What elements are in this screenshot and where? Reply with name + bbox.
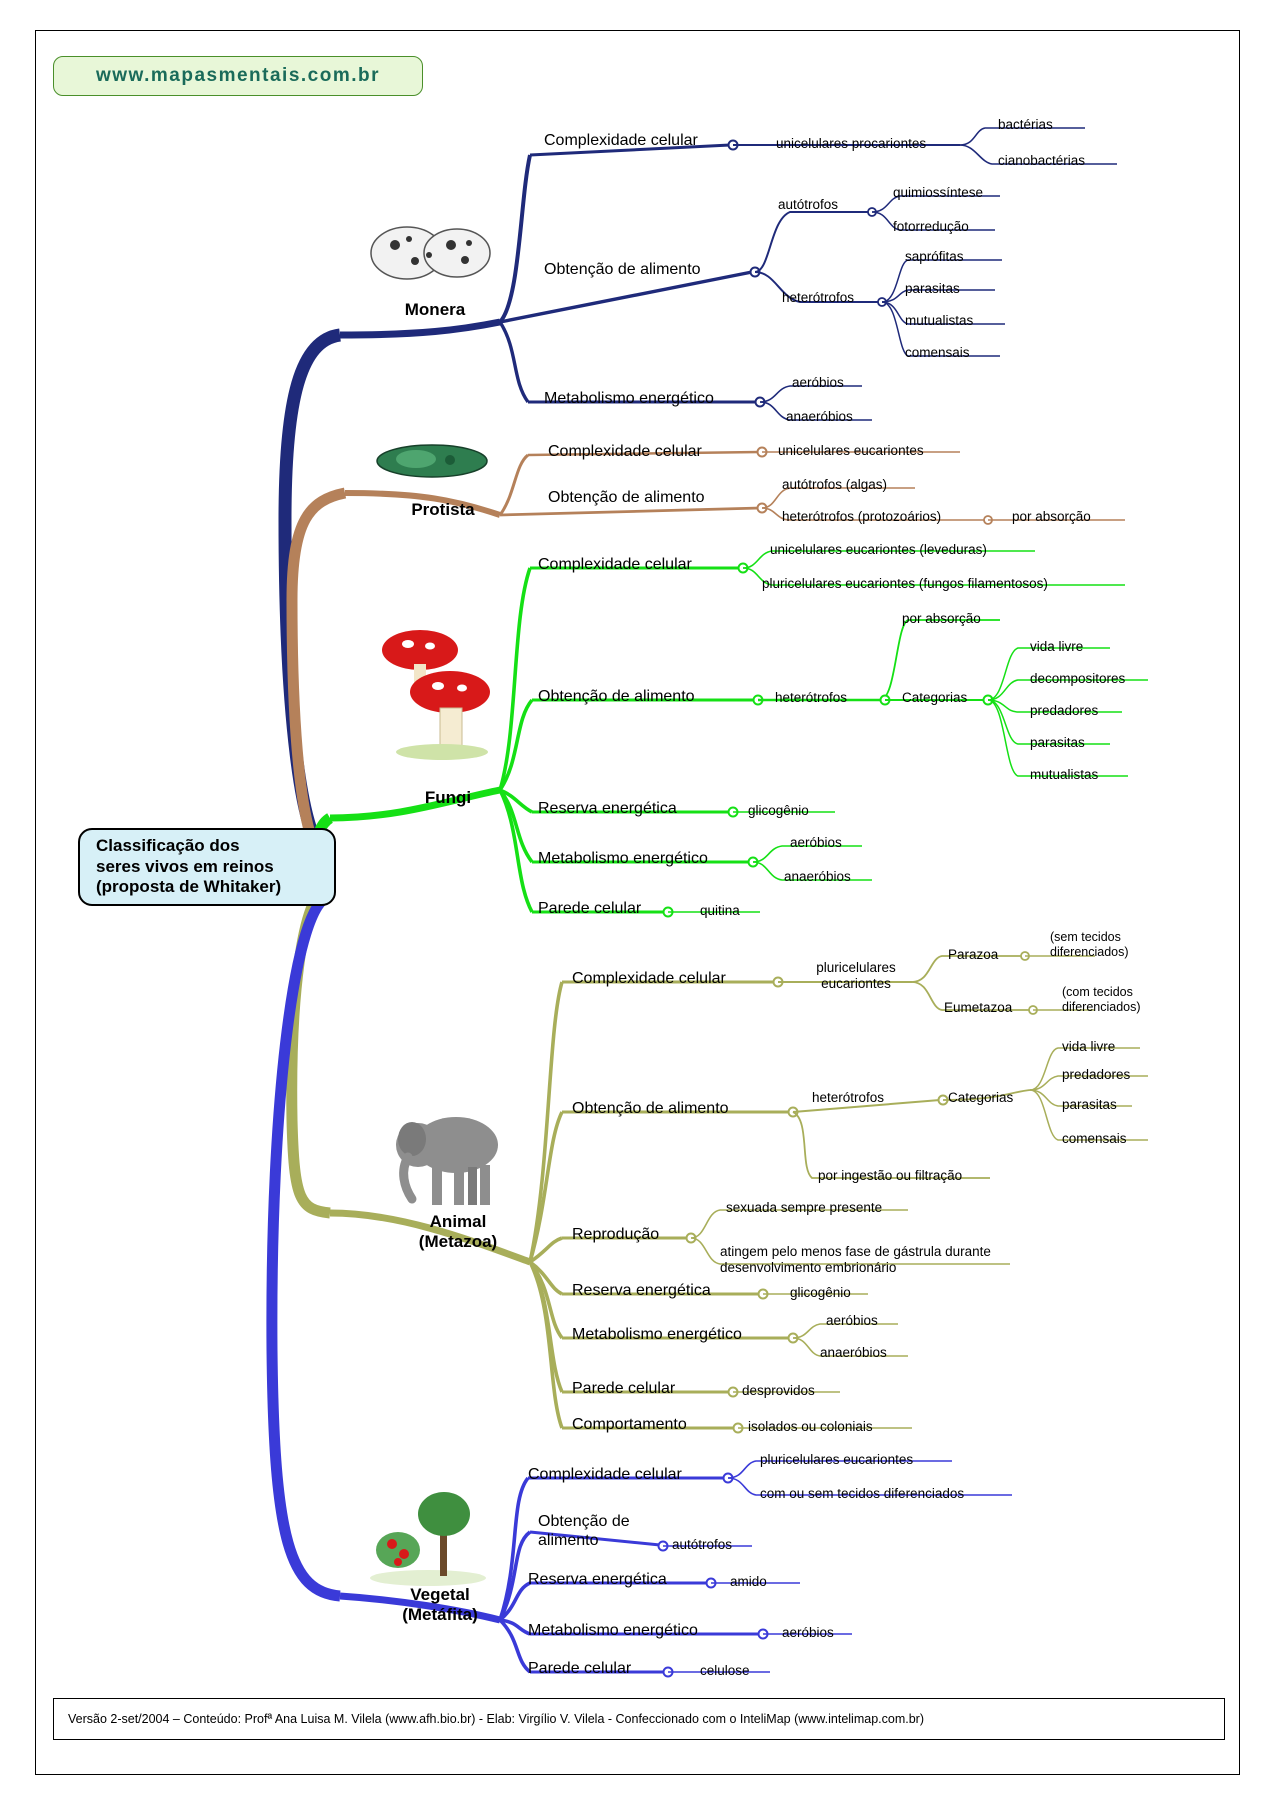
monera-saprofitas: saprófitas xyxy=(905,249,964,264)
animal-anaerobios: anaeróbios xyxy=(820,1345,887,1360)
animal-branch-complexidade: Complexidade celular xyxy=(572,970,726,987)
monera-branch-complexidade: Complexidade celular xyxy=(544,132,698,149)
vegetal-celulose: celulose xyxy=(700,1663,750,1678)
vegetal-pluricelulares-eucariontes: pluricelulares eucariontes xyxy=(760,1452,914,1467)
animal-branch-reserva: Reserva energética xyxy=(572,1282,711,1299)
monera-bacteria-image xyxy=(365,215,495,290)
monera-fotorreducao: fotorredução xyxy=(893,219,969,234)
animal-aerobios: aeróbios xyxy=(826,1313,878,1328)
fungi-aerobios: aeróbios xyxy=(790,835,842,850)
animal-eumetazoa: Eumetazoa xyxy=(944,1000,1013,1015)
fungi-glicogenio: glicogênio xyxy=(748,803,809,818)
animal-eumetazoa-desc: (com tecidos diferenciados) xyxy=(1062,985,1141,1014)
vegetal-branch-reserva: Reserva energética xyxy=(528,1571,667,1588)
monera-quimiossintese: quimiossíntese xyxy=(893,185,984,200)
protista-image xyxy=(372,440,492,482)
fungi-parasitas: parasitas xyxy=(1030,735,1085,750)
monera-bacterias: bactérias xyxy=(998,117,1053,132)
animal-elephant-image xyxy=(388,1105,518,1215)
vegetal-autotrofos: autótrofos xyxy=(672,1537,733,1552)
vegetal-aerobios: aeróbios xyxy=(782,1625,834,1640)
monera-branch-obtencao: Obtenção de alimento xyxy=(544,261,701,278)
fungi-branch-reserva: Reserva energética xyxy=(538,800,677,817)
vegetal-branch-metabolismo: Metabolismo energético xyxy=(528,1622,698,1639)
kingdom-vegetal-label xyxy=(380,1585,500,1624)
monera-heterotrofos: heterótrofos xyxy=(782,290,855,305)
animal-sexuada: sexuada sempre presente xyxy=(726,1200,883,1215)
animal-gastrula: atingem pelo menos fase de gástrula durante desenvolvimento embrionário xyxy=(720,1244,991,1276)
central-topic-line1: Classificação dos xyxy=(96,835,240,855)
monera-unicelulares-procariontes: unicelulares procariontes xyxy=(776,136,927,151)
fungi-quitina: quitina xyxy=(700,903,740,918)
site-logo[interactable] xyxy=(53,56,423,96)
fungi-anaerobios: anaeróbios xyxy=(784,869,851,884)
central-topic-line3: (proposta de Whitaker) xyxy=(96,877,282,897)
vegetal-amido: amido xyxy=(730,1574,767,1589)
central-topic[interactable] xyxy=(78,828,336,906)
monera-comensais: comensais xyxy=(905,345,970,360)
animal-desprovidos: desprovidos xyxy=(742,1383,815,1398)
protista-branch-complexidade: Complexidade celular xyxy=(548,443,702,460)
footer-credits xyxy=(53,1698,1225,1740)
protista-heterotrofos-protozoarios: heterótrofos (protozoários) xyxy=(782,509,942,524)
animal-parazoa-desc: (sem tecidos diferenciados) xyxy=(1050,930,1129,959)
monera-anaerobios: anaeróbios xyxy=(786,409,853,424)
animal-categorias: Categorias xyxy=(948,1090,1014,1105)
fungi-decompositores: decompositores xyxy=(1030,671,1126,686)
kingdom-fungi-name[interactable]: Fungi xyxy=(424,788,472,807)
central-topic-line2: seres vivos em reinos xyxy=(96,856,274,876)
site-logo-text: www.mapasmentais.com.br xyxy=(95,65,381,86)
fungi-categorias: Categorias xyxy=(902,690,968,705)
protista-por-absorcao: por absorção xyxy=(1012,509,1091,524)
kingdom-animal-name[interactable]: Animal xyxy=(429,1212,487,1231)
protista-unicelulares-eucariontes: unicelulares eucariontes xyxy=(778,443,924,458)
fungi-unicelulares-leveduras: unicelulares eucariontes (leveduras) xyxy=(770,542,987,557)
vegetal-plant-image xyxy=(368,1478,498,1588)
animal-pluricelulares-eucariontes: pluricelulares eucariontes xyxy=(816,960,896,991)
animal-parazoa: Parazoa xyxy=(948,947,999,962)
vegetal-branch-parede: Parede celular xyxy=(528,1660,632,1677)
fungi-branch-obtencao: Obtenção de alimento xyxy=(538,688,695,705)
animal-predadores: predadores xyxy=(1062,1067,1131,1082)
kingdom-protista-label xyxy=(388,500,498,520)
kingdom-protista-name[interactable]: Protista xyxy=(411,500,475,519)
fungi-branch-parede: Parede celular xyxy=(538,900,642,917)
fungi-vida-livre: vida livre xyxy=(1030,639,1084,654)
kingdom-fungi-label xyxy=(398,788,498,808)
vegetal-branch-obtencao: Obtenção de alimento xyxy=(538,1513,630,1550)
animal-isolados-coloniais: isolados ou coloniais xyxy=(748,1419,873,1434)
kingdom-monera-label xyxy=(380,300,490,320)
animal-branch-reproducao: Reprodução xyxy=(572,1226,660,1243)
fungi-branch-complexidade: Complexidade celular xyxy=(538,556,692,573)
kingdom-monera-name[interactable]: Monera xyxy=(404,300,466,319)
kingdom-animal-subname[interactable]: (Metazoa) xyxy=(418,1231,498,1251)
fungi-predadores: predadores xyxy=(1030,703,1099,718)
monera-aerobios: aeróbios xyxy=(792,375,844,390)
fungi-branch-metabolismo: Metabolismo energético xyxy=(538,850,708,867)
animal-por-ingestao: por ingestão ou filtração xyxy=(818,1168,963,1183)
animal-heterotrofos: heterótrofos xyxy=(812,1090,885,1105)
fungi-pluricelulares-filamentosos: pluricelulares eucariontes (fungos filamentosos) xyxy=(762,576,1048,591)
fungi-heterotrofos: heterótrofos xyxy=(775,690,848,705)
protista-autotrofos-algas: autótrofos (algas) xyxy=(782,477,888,492)
fungi-mushroom-image xyxy=(378,620,498,760)
monera-cianobacterias: cianobactérias xyxy=(998,153,1086,168)
animal-branch-parede: Parede celular xyxy=(572,1380,676,1397)
kingdom-vegetal-name[interactable]: Vegetal xyxy=(410,1585,470,1604)
animal-branch-comportamento: Comportamento xyxy=(572,1416,687,1433)
footer-text: Versão 2-set/2004 – Conteúdo: Profª Ana Luisa M. Vilela (www.afh.bio.br) - Elab: Virgílio V. Vilela - Confeccionado com o InteliMap (www.intelimap.com.br) xyxy=(68,1712,924,1726)
fungi-mutualistas: mutualistas xyxy=(1030,767,1099,782)
monera-branch-metabolismo: Metabolismo energético xyxy=(544,390,714,407)
animal-comensais: comensais xyxy=(1062,1131,1127,1146)
vegetal-branch-complexidade: Complexidade celular xyxy=(528,1466,682,1483)
kingdom-vegetal-subname[interactable]: (Metáfita) xyxy=(402,1604,478,1624)
animal-branch-metabolismo: Metabolismo energético xyxy=(572,1326,742,1343)
animal-branch-obtencao: Obtenção de alimento xyxy=(572,1100,729,1117)
monera-parasitas: parasitas xyxy=(905,281,960,296)
animal-vida-livre: vida livre xyxy=(1062,1039,1116,1054)
monera-autotrofos: autótrofos xyxy=(778,197,839,212)
animal-parasitas: parasitas xyxy=(1062,1097,1117,1112)
fungi-por-absorcao: por absorção xyxy=(902,611,981,626)
kingdom-animal-label xyxy=(398,1212,518,1251)
monera-mutualistas: mutualistas xyxy=(905,313,974,328)
protista-branch-obtencao: Obtenção de alimento xyxy=(548,489,705,506)
vegetal-com-ou-sem-tecidos: com ou sem tecidos diferenciados xyxy=(760,1486,965,1501)
animal-glicogenio: glicogênio xyxy=(790,1285,851,1300)
